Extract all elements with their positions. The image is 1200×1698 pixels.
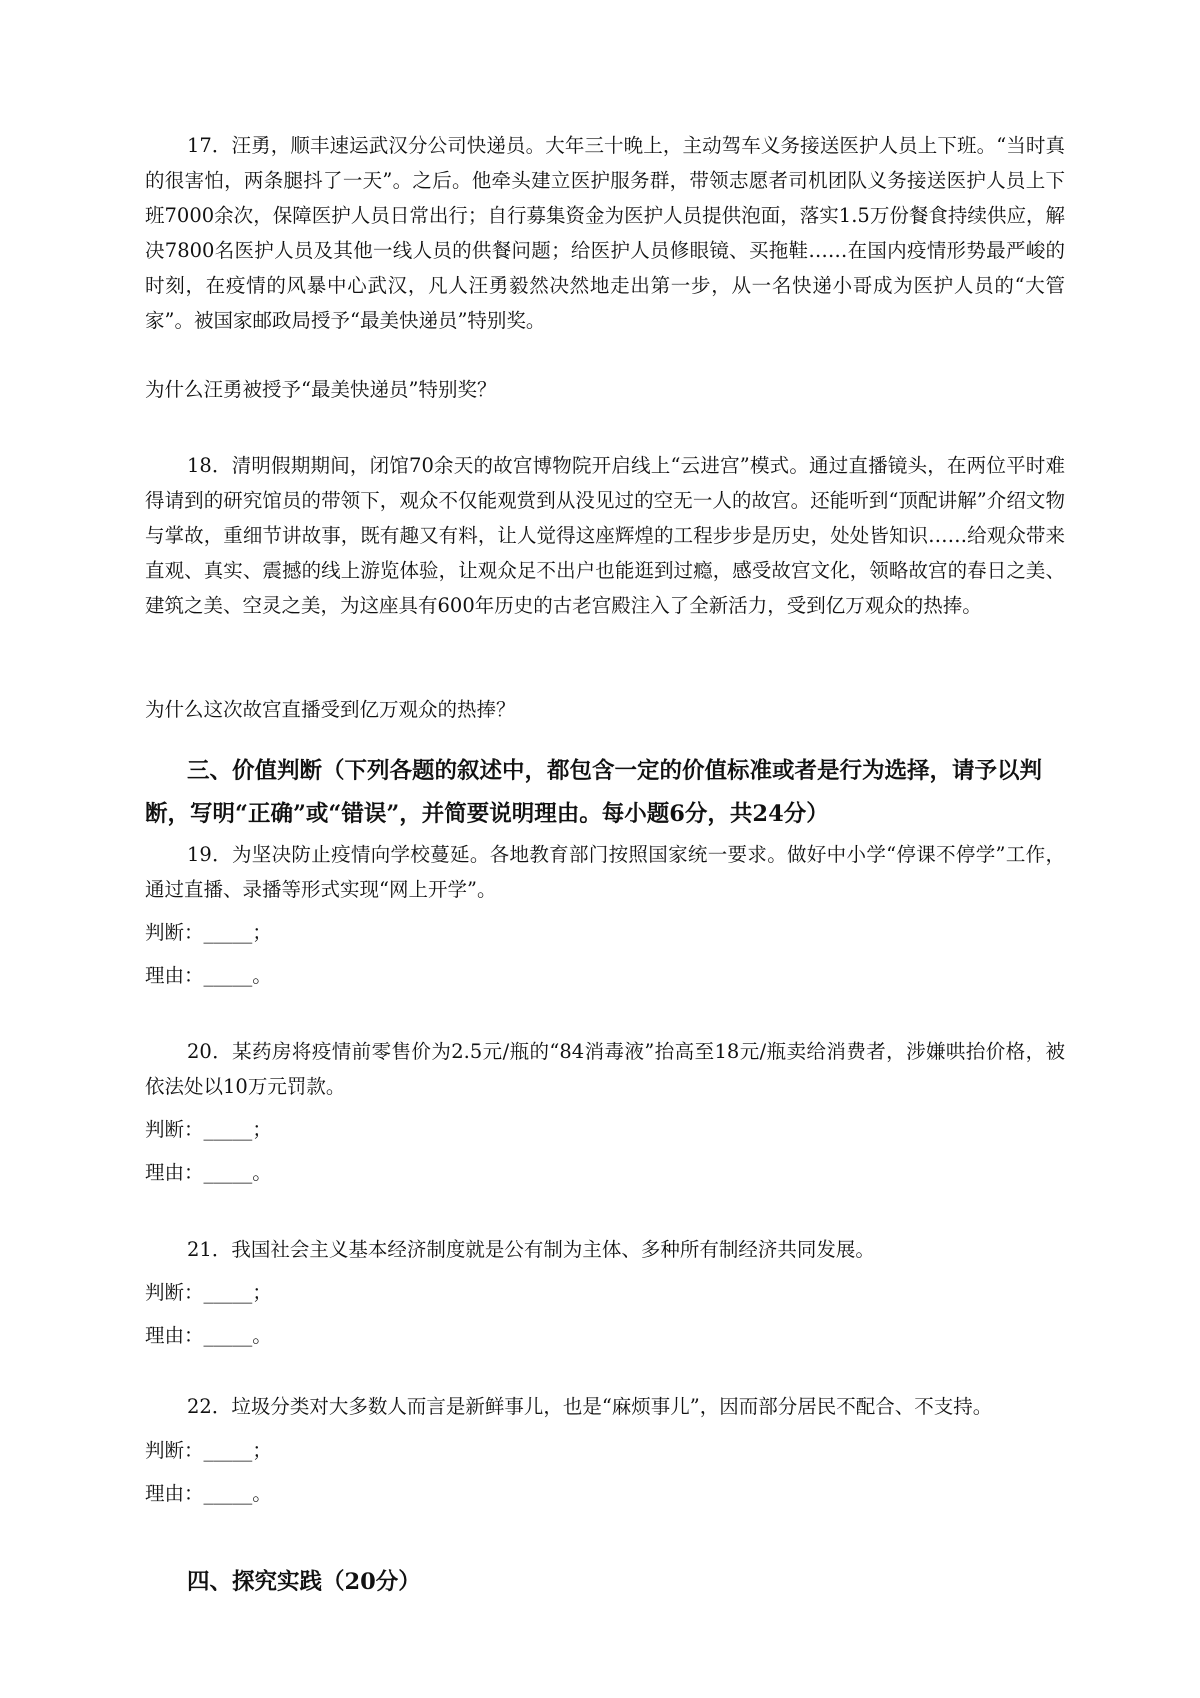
- question-18-text: 18．清明假期期间，闭馆70余天的故宫博物院开启线上“云进宫”模式。通过直播镜头，在两位平时难得请到的研究馆员的带领下，观众不仅能观赏到从没见过的空无一人的故宫。还能听到“顶配讲解”介绍文物与掌故，重细节讲故事，既有趣又有料，让人觉得这座辉煌的工程步步是历史，处处皆知识……给观众带来直观、真实、震撼的线上游览体验，让观众足不出户也能逛到过瘾，感受故宫文化，领略故宫的春日之美、建筑之美、空灵之美，为这座具有600年历史的古老宫殿注入了全新活力，受到亿万观众的热捧。: [145, 454, 1065, 617]
- question-21-judge: 判断：_____；: [145, 1281, 272, 1304]
- question-17-text: 17．汪勇，顺丰速运武汉分公司快递员。大年三十晚上，主动驾车义务接送医护人员上下班。“当时真的很害怕，两条腿抖了一天”。之后。他牵头建立医护服务群，带领志愿者司机团队义务接送医护人员上下班7000余次，保障医护人员日常出行；自行募集资金为医护人员提供泡面，落实1.5万份餐食持续供应，解决7800名医护人员及其他一线人员的供餐问题；给医护人员修眼镜、买拖鞋……在国内疫情形势最严峻的时刻，在疫情的风暴中心武汉，凡人汪勇毅然决然地走出第一步，从一名快递小哥成为医护人员的“大管家”。被国家邮政局授予“最美快递员”特别奖。: [145, 134, 1065, 332]
- question-17-prompt: 为什么汪勇被授予“最美快递员”特别奖？: [145, 378, 497, 401]
- question-22-judge: 判断：_____；: [145, 1439, 272, 1462]
- question-20-text: 20．某药房将疫情前零售价为2.5元/瓶的“84消毒液”抬高至18元/瓶卖给消费者，涉嫌哄抬价格，被依法处以10万元罚款。: [145, 1040, 1065, 1098]
- question-18-prompt: 为什么这次故宫直播受到亿万观众的热捧？: [145, 698, 516, 721]
- question-21-text: 21．我国社会主义基本经济制度就是公有制为主体、多种所有制经济共同发展。: [187, 1238, 875, 1261]
- question-19-judge: 判断：_____；: [145, 921, 272, 944]
- question-19-reason: 理由：_____。: [145, 964, 272, 987]
- question-19-text: 19．为坚决防止疫情向学校蔓延。各地教育部门按照国家统一要求。做好中小学“停课不停学”工作，通过直播、录播等形式实现“网上开学”。: [145, 843, 1065, 901]
- section-3-heading: 三、价值判断（下列各题的叙述中，都包含一定的价值标准或者是行为选择，请予以判断，写明“正确”或“错误”，并简要说明理由。每小题6分，共24分）: [145, 758, 1043, 827]
- question-22-text: 22．垃圾分类对大多数人而言是新鲜事儿，也是“麻烦事儿”，因而部分居民不配合、不支持。: [187, 1395, 993, 1418]
- question-22-reason: 理由：_____。: [145, 1482, 272, 1505]
- question-20-reason: 理由：_____。: [145, 1161, 272, 1184]
- question-21-reason: 理由：_____。: [145, 1324, 272, 1347]
- section-4-heading: 四、探究实践（20分）: [187, 1569, 421, 1595]
- question-20-judge: 判断：_____；: [145, 1118, 272, 1141]
